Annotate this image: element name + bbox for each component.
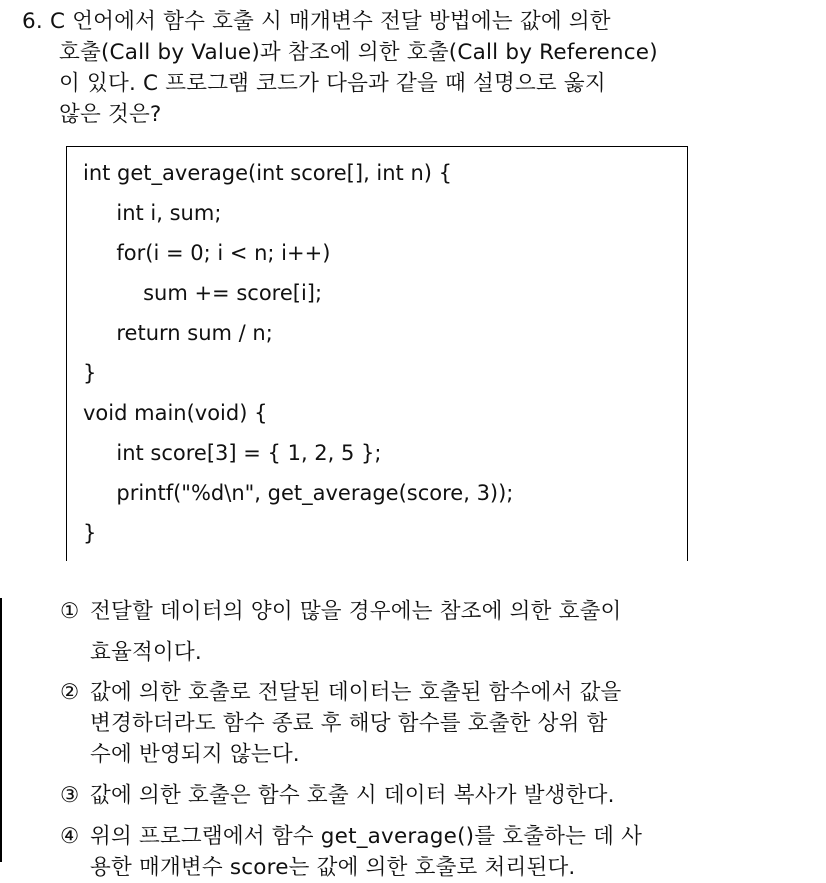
code-line: return sum / n; [83, 321, 273, 345]
question-stem [22, 6, 812, 130]
question-line: 호출(Call by Value)과 참조에 의한 호출(Call by Reference) [59, 40, 658, 65]
choice-line: 효율적이다. [90, 640, 202, 665]
code-line: for(i = 0; i < n; i++) [83, 241, 331, 265]
code-line: } [83, 521, 97, 545]
choice-marker: ④ [60, 824, 80, 849]
code-block [66, 146, 688, 561]
choice-marker: ② [60, 680, 80, 705]
choice-line: 변경하더라도 함수 종료 후 해당 함수를 호출한 상위 함 [90, 711, 608, 736]
choice-line: 위의 프로그램에서 함수 get_average()를 호출하는 데 사 [90, 824, 643, 849]
code-line: } [83, 361, 97, 385]
choice-marker: ③ [60, 783, 80, 808]
question-line: 6. C 언어에서 함수 호출 시 매개변수 전달 방법에는 값에 의한 [22, 9, 611, 34]
code-line: int get_average(int score[], int n) { [83, 161, 453, 185]
code-line: int score[3] = { 1, 2, 5 }; [83, 441, 382, 465]
code-line: sum += score[i]; [83, 281, 323, 305]
code-line: void main(void) { [83, 401, 268, 425]
choice-line: 전달할 데이터의 양이 많을 경우에는 참조에 의한 호출이 [90, 599, 622, 624]
choice-line: 값에 의한 호출로 전달된 데이터는 호출된 함수에서 값을 [90, 680, 622, 705]
choice-marker: ① [60, 599, 80, 624]
question-line: 않은 것은? [59, 102, 162, 127]
choice-line: 값에 의한 호출은 함수 호출 시 데이터 복사가 발생한다. [90, 783, 615, 808]
code-line: int i, sum; [83, 201, 222, 225]
choice-line: 수에 반영되지 않는다. [90, 742, 300, 767]
margin-rule [0, 598, 2, 862]
code-line: printf("%d\n", get_average(score, 3)); [83, 481, 514, 505]
choice-line: 용한 매개변수 score는 값에 의한 호출로 처리된다. [90, 855, 576, 880]
question-line: 이 있다. C 프로그램 코드가 다음과 같을 때 설명으로 옳지 [59, 71, 606, 96]
